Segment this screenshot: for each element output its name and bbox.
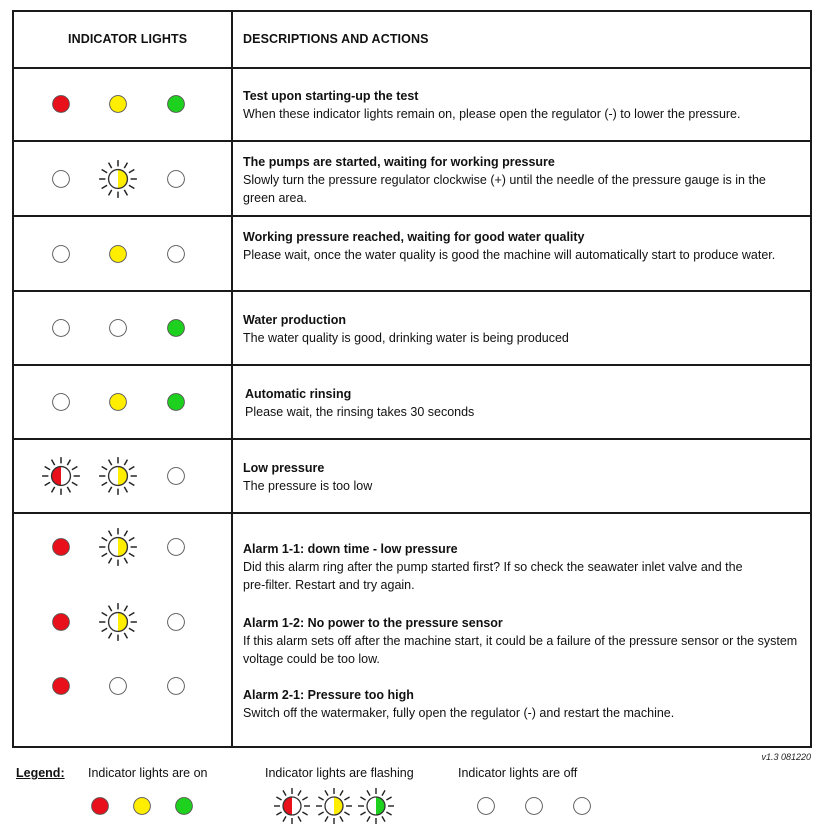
red-on-icon [47, 90, 75, 118]
indicator-off-icon [472, 792, 500, 820]
row-lights [14, 67, 231, 140]
table-header [14, 12, 810, 69]
indicator-off-icon [162, 672, 190, 700]
yellow-on-icon [104, 240, 132, 268]
legend-off-lights [0, 792, 819, 822]
indicator-off-icon [47, 314, 75, 342]
row-title: Test upon starting-up the test [243, 89, 419, 103]
yellow-on-icon [104, 388, 132, 416]
indicator-off-icon [47, 388, 75, 416]
indicator-off-icon [104, 672, 132, 700]
alarm-lights [14, 514, 231, 746]
red-flashing-icon [40, 455, 82, 497]
alarm-title: Alarm 2-1: Pressure too high [243, 688, 414, 702]
green-on-icon [162, 388, 190, 416]
header-indicator-lights: INDICATOR LIGHTS [68, 32, 188, 46]
row-text: Please wait, the rinsing takes 30 seconds [245, 405, 475, 419]
row-title: Water production [243, 313, 347, 327]
indicator-table [12, 10, 812, 748]
indicator-off-icon [162, 608, 190, 636]
row-title: Automatic rinsing [245, 387, 352, 401]
green-on-icon [162, 90, 190, 118]
red-on-icon [47, 672, 75, 700]
alarms-row [14, 514, 810, 746]
yellow-flashing-icon [97, 455, 139, 497]
row-description [243, 217, 798, 290]
row-lights [14, 366, 231, 438]
status-row [14, 440, 810, 514]
header-descriptions-actions: DESCRIPTIONS AND ACTIONS [243, 32, 429, 46]
yellow-on-icon [104, 90, 132, 118]
yellow-flashing-icon [97, 158, 139, 200]
row-description [243, 366, 798, 438]
indicator-off-icon [47, 240, 75, 268]
status-row [14, 217, 810, 292]
row-lights [14, 292, 231, 364]
alarm-1-1-lights [14, 532, 231, 562]
row-text: Please wait, once the water quality is good the machine will automatically start to produce water. [243, 248, 776, 262]
indicator-off-icon [162, 165, 190, 193]
row-text: When these indicator lights remain on, please open the regulator (-) to lower the pressure. [243, 107, 741, 121]
row-description [243, 292, 798, 364]
indicator-off-icon [162, 462, 190, 490]
row-text: Slowly turn the pressure regulator clockwise (+) until the needle of the pressure gauge is in the green area. [243, 173, 766, 205]
indicator-off-icon [162, 533, 190, 561]
alarm-1-2-lights [14, 607, 231, 637]
alarm-title: Alarm 1-1: down time - low pressure [243, 542, 458, 556]
legend-title: Legend: [16, 766, 65, 780]
alarm-title: Alarm 1-2: No power to the pressure sensor [243, 616, 503, 630]
red-on-icon [47, 533, 75, 561]
red-on-icon [47, 608, 75, 636]
yellow-flashing-icon [97, 601, 139, 643]
row-lights [14, 440, 231, 512]
status-row [14, 366, 810, 440]
legend-flashing-label: Indicator lights are flashing [265, 766, 414, 780]
row-title: The pumps are started, waiting for working pressure [243, 155, 555, 169]
alarm-descriptions [243, 514, 798, 746]
green-on-icon [162, 314, 190, 342]
legend-off-label: Indicator lights are off [458, 766, 578, 780]
status-row [14, 67, 810, 142]
indicator-off-icon [47, 165, 75, 193]
alarm-text: If this alarm sets off after the machine start, it could be a failure of the pressure sensor or the system voltage could be too low. [243, 634, 798, 666]
legend-on-label: Indicator lights are on [88, 766, 208, 780]
alarm-text: Did this alarm ring after the pump started first? If so check the seawater inlet valve and the pre-filter. Restart and try again. [243, 560, 743, 592]
alarm-2-1-lights [14, 671, 231, 701]
row-text: The pressure is too low [243, 479, 373, 493]
row-title: Low pressure [243, 461, 325, 475]
row-description [243, 67, 798, 140]
row-title: Working pressure reached, waiting for good water quality [243, 230, 585, 244]
status-row [14, 142, 810, 217]
row-text: The water quality is good, drinking water is being produced [243, 331, 569, 345]
yellow-flashing-icon [97, 526, 139, 568]
status-row [14, 292, 810, 366]
indicator-off-icon [568, 792, 596, 820]
row-lights [14, 217, 231, 290]
row-description [243, 440, 798, 512]
row-lights [14, 142, 231, 215]
version-label: v1.3 081220 [761, 752, 811, 762]
indicator-off-icon [104, 314, 132, 342]
row-description [243, 142, 798, 215]
indicator-off-icon [520, 792, 548, 820]
indicator-off-icon [162, 240, 190, 268]
alarm-text: Switch off the watermaker, fully open the regulator (-) and restart the machine. [243, 706, 675, 720]
